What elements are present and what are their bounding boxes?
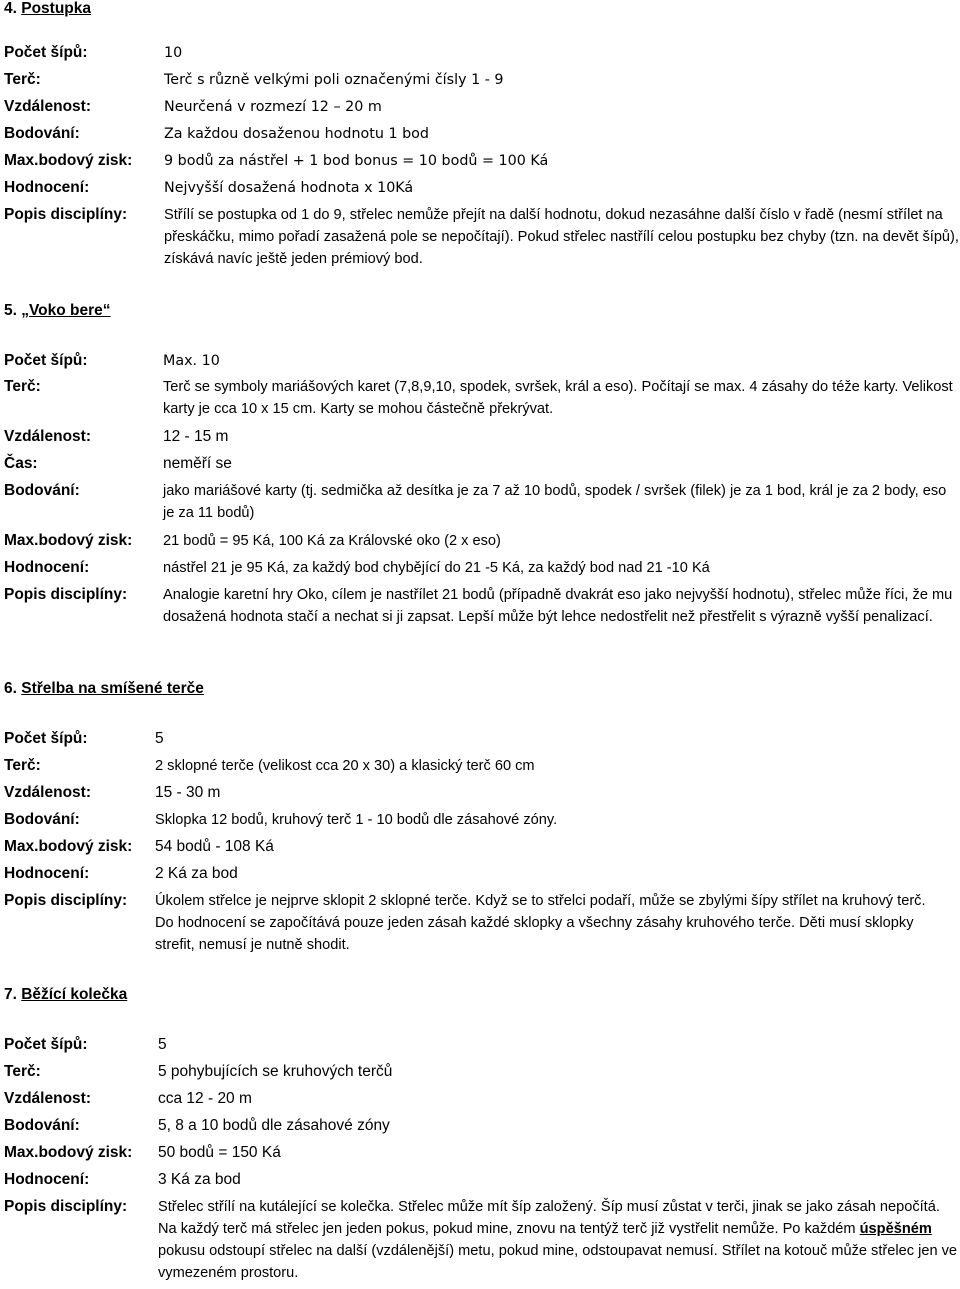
section-running-wheels <box>4 984 960 1281</box>
row-scoring: Bodování: Za každou dosaženou hodnotu 1 bod <box>4 125 430 142</box>
row-max-score: Max.bodový zisk: 50 bodů = 150 Ká <box>4 1144 281 1161</box>
discipline-details <box>4 1034 960 1284</box>
row-arrow-count: Počet šípů: 5 <box>4 730 164 747</box>
row-evaluation: Hodnocení: Nejvyšší dosažená hodnota x 10Ká <box>4 179 414 196</box>
row-time: Čas: neměří se <box>4 455 232 472</box>
row-distance: Vzdálenost: 15 - 30 m <box>4 784 221 801</box>
row-max-score: Max.bodový zisk: 54 bodů - 108 Ká <box>4 838 274 855</box>
row-distance: Vzdálenost: Neurčená v rozmezí 12 – 20 m <box>4 98 382 115</box>
discipline-details <box>4 728 960 956</box>
row-description: Popis disciplíny: Analogie karetní hry Oko, cílem je nastřílet 21 bodů (případně dvakrát eso jako nejvyšší hodnotu), střelec může říci, že mu dosažená hodnota stačí a nechat si ji zapsat. Lepší může být lehce nedostřelit než přestřelit s výrazně vyšší penalizací. <box>4 586 953 625</box>
row-description: Popis disciplíny: Úkolem střelce je nejprve sklopit 2 sklopné terče. Když se to střelci podaří, může se zbylými šípy střílet na kruhový terč. Do hodnocení se započítává pouze jeden zásah každé sklopky a všechny zásahy kruhového terče. Děti musí sklopky strefit, nemusí je nutně shodit. <box>4 892 926 953</box>
row-evaluation: Hodnocení: 2 Ká za bod <box>4 865 238 882</box>
row-arrow-count: Počet šípů: 5 <box>4 1036 167 1053</box>
row-max-score: Max.bodový zisk: 21 bodů = 95 Ká, 100 Ká za Královské oko (2 x eso) <box>4 532 501 549</box>
row-scoring: Bodování: jako mariášové karty (tj. sedmička až desítka je za 7 až 10 bodů, spodek / svršek (filek) je za 1 bod, král je za 2 body, eso je za 11 bodů) <box>4 482 947 521</box>
row-distance: Vzdálenost: cca 12 - 20 m <box>4 1090 252 1107</box>
row-description: Popis disciplíny: Střelec střílí na kutálející se kolečka. Střelec může mít šíp založený. Šíp musí zůstat v terči, jinak se jako zásah nepočítá. Na každý terč má střelec jen jeden pokus, pokud mine, znovu na tentýž terč již vystřelit nemůže. Po každém úspěšném pokusu odstoupí střelec na další (vzdálenější) metu, pokud mine, odstoupavat nemusí. Střílet na kotouč může střelec jen ve vymezeném prostoru. <box>4 1196 960 1284</box>
row-target: Terč: 5 pohybujících se kruhových terčů <box>4 1063 393 1080</box>
discipline-details <box>4 42 960 270</box>
section-postupka <box>4 0 960 267</box>
row-evaluation: Hodnocení: 3 Ká za bod <box>4 1171 241 1188</box>
section-voko-bere <box>4 300 960 625</box>
row-description: Popis disciplíny: Střílí se postupka od 1 do 9, střelec nemůže přejít na další hodnotu, dokud nezasáhne další číslo v řadě (nesmí střílet na přeskáčku, mimo pořadí zasažená pole se nepočítají). Pokud střelec nastřílí celou postupku bez chyby (tzn. na devět šípů), získává navíc ještě jeden prémiový bod. <box>4 206 959 267</box>
row-arrow-count: Počet šípů: 10 <box>4 44 183 61</box>
row-evaluation: Hodnocení: nástřel 21 je 95 Ká, za každý bod chybějící do 21 -5 Ká, za každý bod nad 21 -10 Ká <box>4 559 710 576</box>
row-max-score: Max.bodový zisk: 9 bodů za nástřel + 1 bod bonus = 10 bodů = 100 Ká <box>4 152 549 169</box>
row-arrow-count: Počet šípů: Max. 10 <box>4 352 220 369</box>
section-mixed-targets <box>4 678 960 953</box>
row-distance: Vzdálenost: 12 - 15 m <box>4 428 229 445</box>
row-target: Terč: Terč se symboly mariášových karet (7,8,9,10, spodek, svršek, král a eso). Počítají se max. 4 zásahy do téže karty. Velikost karty je cca 10 x 15 cm. Karty se mohou částečně překrývat. <box>4 378 953 417</box>
row-target: Terč: Terč s různě velkými poli označenými čísly 1 - 9 <box>4 71 504 88</box>
description-text: Střelec střílí na kutálející se kolečka. Střelec může mít šíp založený. Šíp musí zůstat v terči, jinak se jako zásah nepočítá. Na každý terč má střelec jen jeden pokus, pokud mine, znovu na tentýž terč již vystřelit nemůže. Po každém úspěšném pokusu odstoupí střelec na další (vzdálenější) metu, pokud mine, odstoupavat nemusí. Střílet na kotouč může střelec jen ve vymezeném prostoru. <box>158 1199 958 1281</box>
section-heading: 6. Střelba na smíšené terče <box>4 680 204 697</box>
row-scoring: Bodování: Sklopka 12 bodů, kruhový terč 1 - 10 bodů dle zásahové zóny. <box>4 811 558 828</box>
discipline-details <box>4 350 960 628</box>
section-heading: 4. Postupka <box>4 0 91 17</box>
section-heading: 5. „Voko bere“ <box>4 302 111 319</box>
section-heading: 7. Běžící kolečka <box>4 986 128 1003</box>
emphasized-word: úspěšném <box>859 1221 932 1237</box>
row-scoring: Bodování: 5, 8 a 10 bodů dle zásahové zóny <box>4 1117 390 1134</box>
row-target: Terč: 2 sklopné terče (velikost cca 20 x 30) a klasický terč 60 cm <box>4 757 535 774</box>
